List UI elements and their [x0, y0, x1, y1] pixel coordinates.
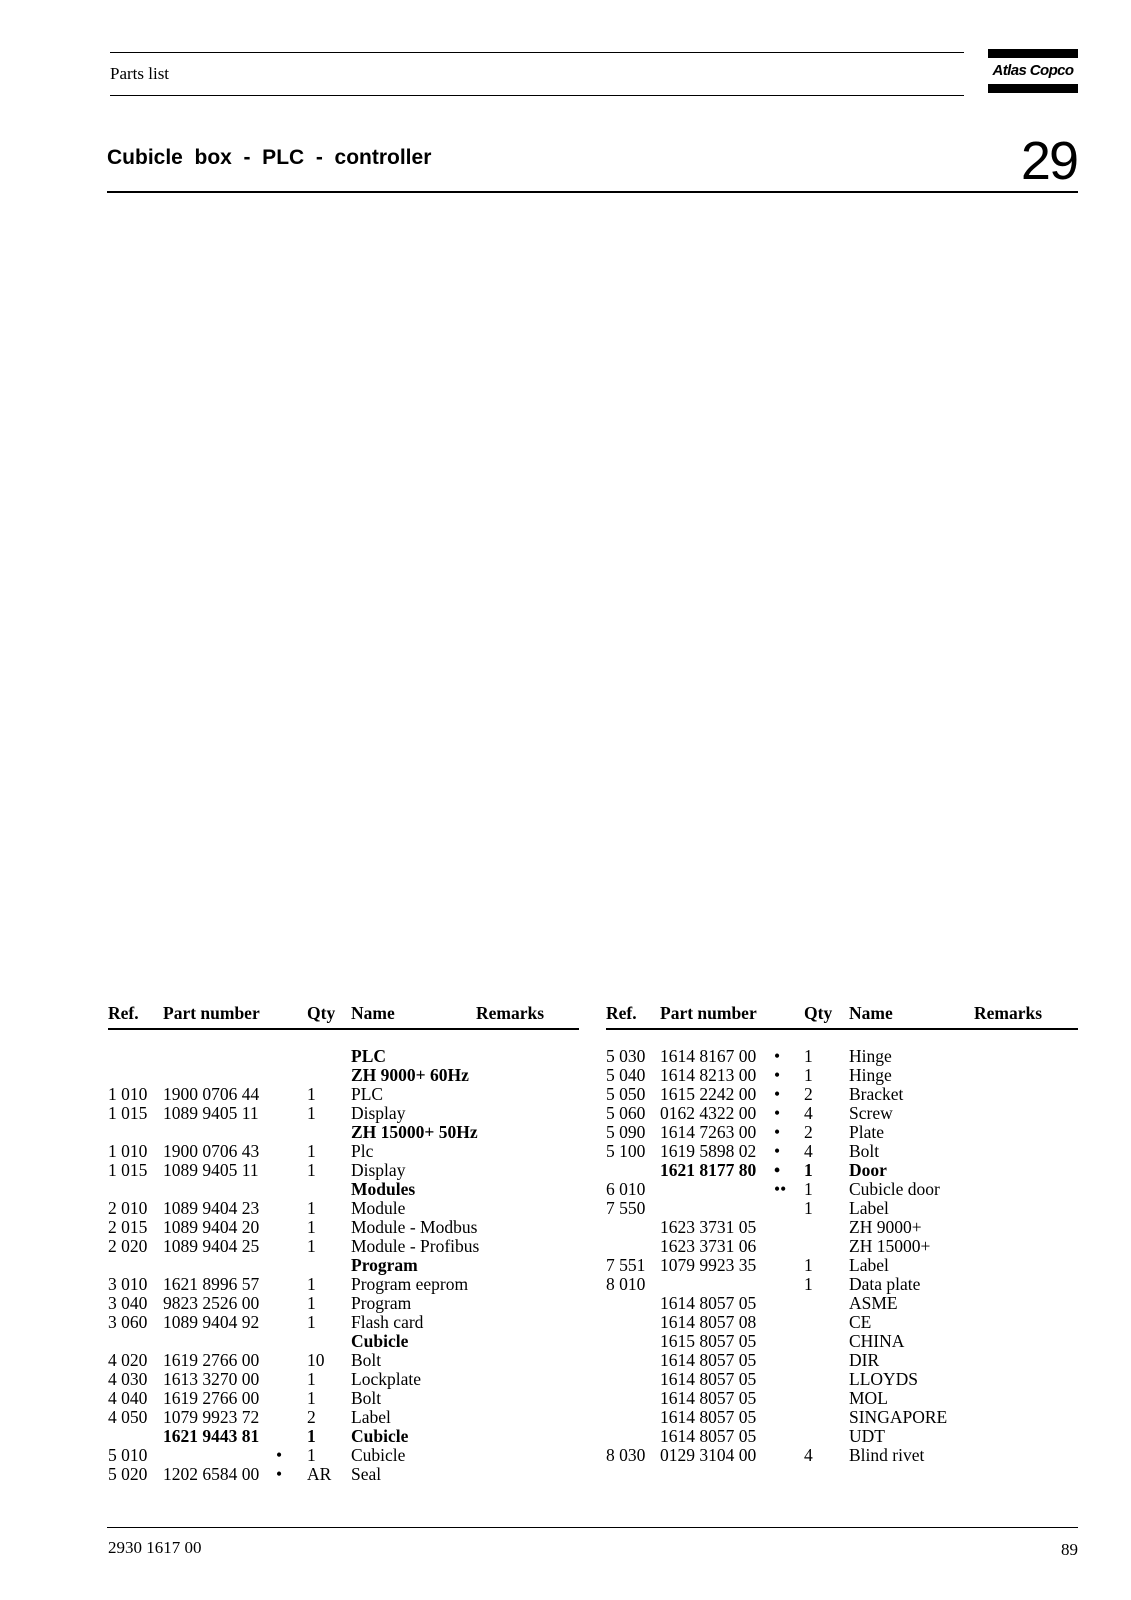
ref-cell: 8 030 [606, 1445, 646, 1465]
table-row [108, 1408, 579, 1427]
part-number-cell: 1619 5898 02 [660, 1141, 757, 1161]
table-row [606, 1332, 1078, 1351]
part-number-cell: 1089 9405 11 [163, 1160, 259, 1180]
ref-cell: 5 040 [606, 1065, 646, 1085]
table-row [108, 1275, 579, 1294]
kit-marker: • [774, 1141, 781, 1161]
table-header [606, 1004, 1078, 1028]
name-cell: ZH 9000+ [849, 1217, 922, 1237]
table-row [108, 1161, 579, 1180]
table-row [108, 1427, 579, 1446]
table-row [606, 1427, 1078, 1446]
ref-cell: 3 010 [108, 1274, 148, 1294]
part-number-cell: 1614 8057 08 [660, 1312, 757, 1332]
brand-logo-text: Atlas Copco [992, 62, 1074, 79]
table-row [606, 1275, 1078, 1294]
ref-cell: 6 010 [606, 1179, 646, 1199]
parts-table-right [606, 1004, 1078, 1465]
name-cell: SINGAPORE [849, 1407, 948, 1427]
table-row [606, 1199, 1078, 1218]
part-number-cell: 1615 8057 05 [660, 1331, 757, 1351]
col-qty: Qty [307, 1003, 336, 1023]
table-row [606, 1389, 1078, 1408]
kit-marker: • [774, 1160, 781, 1180]
qty-cell: 1 [307, 1141, 316, 1161]
ref-cell: 4 030 [108, 1369, 148, 1389]
table-row [108, 1294, 579, 1313]
ref-cell: 2 010 [108, 1198, 148, 1218]
qty-cell: 1 [307, 1426, 316, 1446]
name-cell: Label [351, 1407, 391, 1427]
part-number-cell: 1614 8057 05 [660, 1388, 757, 1408]
qty-cell: 10 [307, 1350, 325, 1370]
table-row [606, 1123, 1078, 1142]
ref-cell: 1 015 [108, 1103, 148, 1123]
ref-cell: 5 010 [108, 1445, 148, 1465]
ref-cell: 4 040 [108, 1388, 148, 1408]
table-row [108, 1123, 579, 1142]
part-number-cell: 1089 9404 92 [163, 1312, 260, 1332]
part-number-cell: 1619 2766 00 [163, 1350, 260, 1370]
table-row [606, 1047, 1078, 1066]
kit-marker: • [276, 1464, 283, 1484]
qty-cell: 1 [804, 1274, 813, 1294]
ref-cell: 5 090 [606, 1122, 646, 1142]
qty-cell: 1 [804, 1065, 813, 1085]
name-cell: Cubicle [351, 1445, 406, 1465]
qty-cell: 1 [804, 1198, 813, 1218]
table-row [108, 1199, 579, 1218]
kit-marker: • [276, 1445, 283, 1465]
name-cell: ASME [849, 1293, 898, 1313]
table-row [606, 1237, 1078, 1256]
name-cell: Hinge [849, 1046, 892, 1066]
table-row [606, 1066, 1078, 1085]
table-row [606, 1446, 1078, 1465]
ref-cell: 7 550 [606, 1198, 646, 1218]
part-number-cell: 1614 8057 05 [660, 1369, 757, 1389]
part-number-cell: 1613 3270 00 [163, 1369, 260, 1389]
name-cell: ZH 15000+ 50Hz [351, 1122, 478, 1142]
table-header-rule [606, 1028, 1078, 1030]
ref-cell: 1 010 [108, 1141, 148, 1161]
ref-cell: 5 060 [606, 1103, 646, 1123]
qty-cell: 1 [307, 1103, 316, 1123]
table-row [108, 1389, 579, 1408]
table-body [606, 1047, 1078, 1465]
part-number-cell: 1615 2242 00 [660, 1084, 757, 1104]
qty-cell: 1 [307, 1084, 316, 1104]
kit-marker: • [774, 1046, 781, 1066]
table-body [108, 1047, 579, 1484]
kit-marker: • [774, 1084, 781, 1104]
name-cell: CHINA [849, 1331, 905, 1351]
title-rule [107, 191, 1078, 193]
name-cell: Label [849, 1255, 889, 1275]
kit-marker: • [774, 1103, 781, 1123]
parts-table-left [108, 1004, 579, 1484]
part-number-cell: 1900 0706 43 [163, 1141, 260, 1161]
name-cell: MOL [849, 1388, 888, 1408]
name-cell: Display [351, 1103, 406, 1123]
part-number-cell: 0162 4322 00 [660, 1103, 757, 1123]
table-header-rule [108, 1028, 579, 1030]
qty-cell: 4 [804, 1103, 813, 1123]
part-number-cell: 9823 2526 00 [163, 1293, 260, 1313]
name-cell: Bolt [849, 1141, 880, 1161]
part-number-cell: 1614 8057 05 [660, 1293, 757, 1313]
table-row [108, 1313, 579, 1332]
ref-cell: 5 030 [606, 1046, 646, 1066]
col-qty: Qty [804, 1003, 833, 1023]
qty-cell: 1 [307, 1445, 316, 1465]
table-row [108, 1218, 579, 1237]
qty-cell: 1 [307, 1312, 316, 1332]
part-number-cell: 1202 6584 00 [163, 1464, 260, 1484]
name-cell: Data plate [849, 1274, 921, 1294]
table-row [108, 1047, 579, 1066]
table-row [108, 1256, 579, 1275]
qty-cell: 1 [804, 1046, 813, 1066]
part-number-cell: 1614 7263 00 [660, 1122, 757, 1142]
name-cell: LLOYDS [849, 1369, 919, 1389]
ref-cell: 1 010 [108, 1084, 148, 1104]
name-cell: UDT [849, 1426, 885, 1446]
ref-cell: 3 060 [108, 1312, 148, 1332]
qty-cell: 2 [307, 1407, 316, 1427]
ref-cell: 4 020 [108, 1350, 148, 1370]
qty-cell: AR [307, 1464, 332, 1484]
name-cell: Cubicle door [849, 1179, 940, 1199]
qty-cell: 4 [804, 1445, 813, 1465]
part-number-cell: 1079 9923 35 [660, 1255, 757, 1275]
qty-cell: 1 [307, 1198, 316, 1218]
brand-logo [988, 49, 1078, 93]
part-number-cell: 1089 9404 20 [163, 1217, 260, 1237]
part-number-cell: 1621 8996 57 [163, 1274, 260, 1294]
page-number: 89 [1061, 1540, 1078, 1559]
table-row [606, 1351, 1078, 1370]
part-number-cell: 1089 9404 23 [163, 1198, 260, 1218]
name-cell: Blind rivet [849, 1445, 925, 1465]
part-number-cell: 1621 9443 81 [163, 1426, 260, 1446]
col-ref: Ref. [606, 1003, 637, 1023]
name-cell: Bolt [351, 1350, 382, 1370]
qty-cell: 1 [307, 1369, 316, 1389]
name-cell: Program eeprom [351, 1274, 469, 1294]
qty-cell: 1 [307, 1217, 316, 1237]
kit-marker: • [774, 1065, 781, 1085]
name-cell: Plc [351, 1141, 374, 1161]
table-row [108, 1104, 579, 1123]
name-cell: Flash card [351, 1312, 424, 1332]
qty-cell: 2 [804, 1084, 813, 1104]
table-row [108, 1237, 579, 1256]
part-number-cell: 1089 9405 11 [163, 1103, 259, 1123]
table-row [108, 1351, 579, 1370]
ref-cell: 2 015 [108, 1217, 148, 1237]
name-cell: Module [351, 1198, 406, 1218]
table-row [606, 1218, 1078, 1237]
qty-cell: 2 [804, 1122, 813, 1142]
name-cell: Program [351, 1293, 412, 1313]
qty-cell: 1 [307, 1274, 316, 1294]
col-name: Name [849, 1003, 893, 1023]
kit-marker: • [774, 1122, 781, 1142]
ref-cell: 7 551 [606, 1255, 646, 1275]
qty-cell: 1 [804, 1160, 813, 1180]
table-row [108, 1446, 579, 1465]
name-cell: Cubicle [351, 1426, 409, 1446]
table-row [606, 1161, 1078, 1180]
part-number-cell: 1614 8057 05 [660, 1407, 757, 1427]
part-number-cell: 1614 8213 00 [660, 1065, 757, 1085]
table-row [606, 1370, 1078, 1389]
col-name: Name [351, 1003, 395, 1023]
table-row [108, 1085, 579, 1104]
header-top-rule [110, 52, 964, 53]
ref-cell: 1 015 [108, 1160, 148, 1180]
name-cell: Modules [351, 1179, 416, 1199]
part-number-cell: 1614 8167 00 [660, 1046, 757, 1066]
table-row [606, 1313, 1078, 1332]
col-remarks: Remarks [974, 1003, 1043, 1023]
part-number-cell: 1623 3731 05 [660, 1217, 757, 1237]
part-number-cell: 1079 9923 72 [163, 1407, 260, 1427]
name-cell: ZH 9000+ 60Hz [351, 1065, 469, 1085]
table-row [606, 1256, 1078, 1275]
table-row [108, 1066, 579, 1085]
header-bottom-rule [110, 95, 964, 96]
section-number: 29 [1020, 131, 1077, 191]
qty-cell: 1 [307, 1160, 316, 1180]
name-cell: PLC [351, 1046, 386, 1066]
name-cell: Bolt [351, 1388, 382, 1408]
name-cell: Label [849, 1198, 889, 1218]
table-row [606, 1142, 1078, 1161]
name-cell: Display [351, 1160, 406, 1180]
name-cell: PLC [351, 1084, 384, 1104]
ref-cell: 4 050 [108, 1407, 148, 1427]
qty-cell: 1 [804, 1179, 813, 1199]
table-row [606, 1408, 1078, 1427]
name-cell: Lockplate [351, 1369, 421, 1389]
ref-cell: 3 040 [108, 1293, 148, 1313]
ref-cell: 5 100 [606, 1141, 646, 1161]
name-cell: Module - Profibus [351, 1236, 480, 1256]
name-cell: Module - Modbus [351, 1217, 478, 1237]
table-row [108, 1465, 579, 1484]
col-ref: Ref. [108, 1003, 139, 1023]
qty-cell: 1 [307, 1388, 316, 1408]
name-cell: Plate [849, 1122, 884, 1142]
name-cell: Door [849, 1160, 887, 1180]
part-number-cell: 1619 2766 00 [163, 1388, 260, 1408]
part-number-cell: 1623 3731 06 [660, 1236, 757, 1256]
ref-cell: 5 050 [606, 1084, 646, 1104]
col-part-number: Part number [660, 1003, 757, 1023]
name-cell: DIR [849, 1350, 880, 1370]
table-row [108, 1142, 579, 1161]
qty-cell: 4 [804, 1141, 813, 1161]
table-header [108, 1004, 579, 1028]
name-cell: Program [351, 1255, 418, 1275]
part-number-cell: 1621 8177 80 [660, 1160, 757, 1180]
col-remarks: Remarks [476, 1003, 545, 1023]
name-cell: Bracket [849, 1084, 904, 1104]
part-number-cell: 1614 8057 05 [660, 1350, 757, 1370]
ref-cell: 2 020 [108, 1236, 148, 1256]
qty-cell: 1 [804, 1255, 813, 1275]
table-row [606, 1294, 1078, 1313]
name-cell: Cubicle [351, 1331, 409, 1351]
ref-cell: 8 010 [606, 1274, 646, 1294]
table-row [108, 1370, 579, 1389]
qty-cell: 1 [307, 1236, 316, 1256]
name-cell: ZH 15000+ [849, 1236, 931, 1256]
page-title: Cubicle box - PLC - controller [107, 146, 432, 169]
table-row [108, 1180, 579, 1199]
document-number: 2930 1617 00 [108, 1538, 202, 1557]
ref-cell: 5 020 [108, 1464, 148, 1484]
part-number-cell: 0129 3104 00 [660, 1445, 757, 1465]
part-number-cell: 1089 9404 25 [163, 1236, 260, 1256]
kit-marker: •• [774, 1179, 787, 1199]
qty-cell: 1 [307, 1293, 316, 1313]
col-part-number: Part number [163, 1003, 260, 1023]
table-row [108, 1332, 579, 1351]
footer-rule [107, 1527, 1078, 1528]
part-number-cell: 1900 0706 44 [163, 1084, 260, 1104]
name-cell: Screw [849, 1103, 893, 1123]
name-cell: Hinge [849, 1065, 892, 1085]
name-cell: Seal [351, 1464, 382, 1484]
table-row [606, 1104, 1078, 1123]
name-cell: CE [849, 1312, 872, 1332]
part-number-cell: 1614 8057 05 [660, 1426, 757, 1446]
table-row [606, 1085, 1078, 1104]
table-row [606, 1180, 1078, 1199]
header-label: Parts list [110, 64, 170, 83]
